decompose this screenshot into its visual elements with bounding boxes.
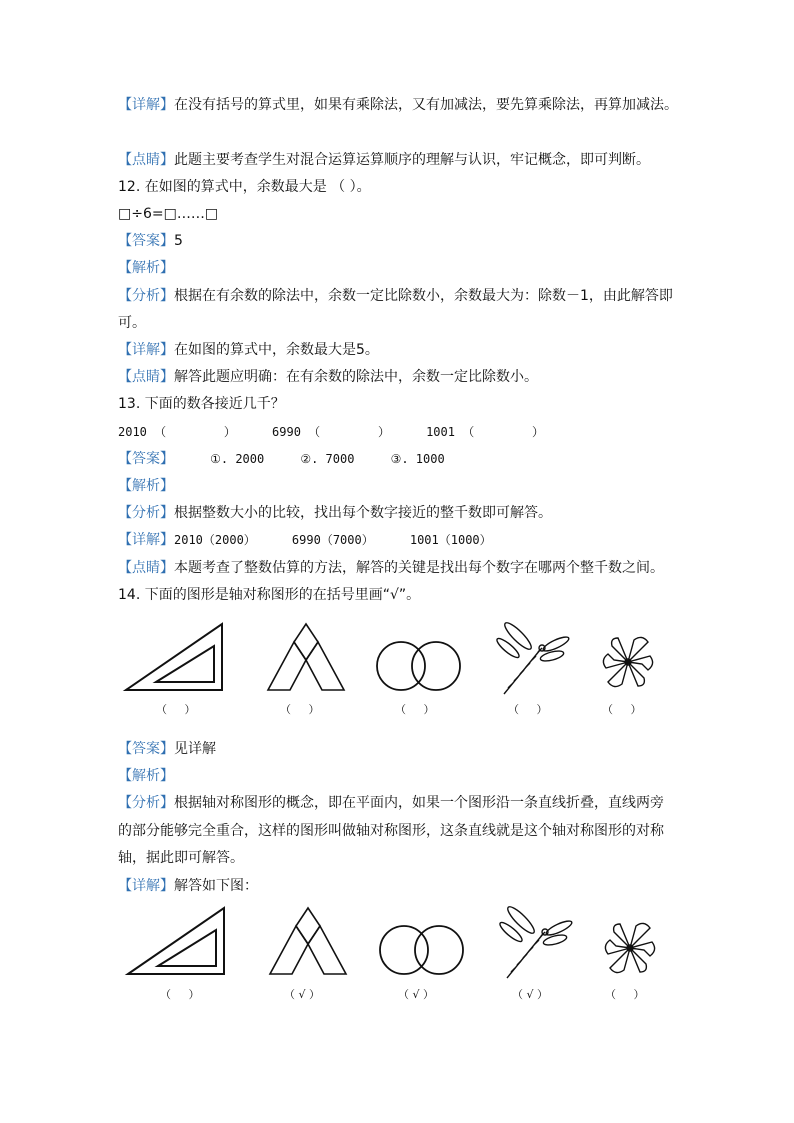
point-text: 此题主要考查学生对混合运算运算顺序的理解与认识，牢记概念，即可判断。 bbox=[174, 152, 650, 168]
analysis-14-cont-2: 轴，据此即可解答。 bbox=[118, 850, 244, 866]
answer-14 bbox=[118, 739, 216, 759]
point-text: 本题考查了整数估算的方法，解答的关键是找出每个数字在哪两个整千数之间。 bbox=[174, 560, 664, 576]
dragonfly-figure bbox=[495, 620, 571, 694]
blank-parenthesis: （ ） bbox=[602, 703, 642, 716]
pinwheel-figure bbox=[603, 637, 652, 686]
point-tag: 【点睛】 bbox=[118, 369, 174, 385]
kite-figure bbox=[268, 624, 344, 690]
point-13 bbox=[118, 558, 664, 578]
point-text: 解答此题应明确：在有余数的除法中，余数一定比除数小。 bbox=[174, 369, 538, 385]
detail-tag: 【详解】 bbox=[118, 342, 174, 358]
jiexi-13: 【解析】 bbox=[118, 478, 174, 494]
answer-text: ①. 2000 ②. 7000 ③. 1000 bbox=[174, 452, 445, 466]
answer-text: 见详解 bbox=[174, 741, 216, 757]
answer-text: 5 bbox=[174, 233, 183, 249]
detail-12 bbox=[118, 340, 379, 360]
detail-13 bbox=[118, 530, 492, 550]
point-11 bbox=[118, 150, 650, 170]
blank-parenthesis: （ ） bbox=[280, 703, 320, 716]
analysis-12 bbox=[118, 286, 673, 306]
analysis-text: 根据整数大小的比较，找出每个数字接近的整千数即可解答。 bbox=[174, 505, 552, 521]
two-circles-figure bbox=[380, 926, 463, 974]
point-tag: 【点睛】 bbox=[118, 152, 174, 168]
analysis-tag: 【分析】 bbox=[118, 795, 174, 811]
pinwheel-figure bbox=[605, 923, 654, 972]
answer-tag: 【答案】 bbox=[118, 741, 174, 757]
blank-parenthesis: （ ） bbox=[395, 703, 435, 716]
question-12: 12. 在如图的算式中，余数最大是 （ ）。 bbox=[118, 179, 371, 195]
answer-parenthesis: （ ） bbox=[605, 988, 645, 1001]
answer-parenthesis: （ √ ） bbox=[512, 988, 549, 1001]
detail-text: 在如图的算式中，余数最大是5。 bbox=[174, 342, 379, 358]
analysis-13 bbox=[118, 503, 552, 523]
blank-parenthesis: （ ） bbox=[156, 703, 196, 716]
analysis-text: 根据在有余数的除法中，余数一定比除数小，余数最大为：除数－1，由此解答即 bbox=[174, 288, 673, 304]
answer-tag: 【答案】 bbox=[118, 233, 174, 249]
analysis-tag: 【分析】 bbox=[118, 505, 174, 521]
answer-12 bbox=[118, 231, 183, 251]
question-13-numbers: 2010 （ ） 6990 （ ） 1001 （ ） bbox=[118, 425, 545, 439]
answer-tag: 【答案】 bbox=[118, 451, 174, 467]
analysis-text: 根据轴对称图形的概念，即在平面内，如果一个图形沿一条直线折叠，直线两旁 bbox=[174, 795, 664, 811]
point-12 bbox=[118, 367, 538, 387]
jiexi-14: 【解析】 bbox=[118, 768, 174, 784]
question-figures bbox=[118, 618, 678, 700]
dragonfly-figure bbox=[498, 904, 574, 978]
question-14: 14. 下面的图形是轴对称图形的在括号里画“√”。 bbox=[118, 587, 421, 603]
question-13: 13. 下面的数各接近几千？ bbox=[118, 396, 285, 412]
question-12-expression: □÷6=□……□ bbox=[118, 206, 219, 222]
analysis-14 bbox=[118, 793, 664, 813]
analysis-14-cont-1: 的部分能够完全重合，这样的图形叫做轴对称图形，这条直线就是这个轴对称图形的对称 bbox=[118, 823, 664, 839]
detail-text: 在没有括号的算式里，如果有乘除法，又有加减法，要先算乘除法，再算加减法。 bbox=[174, 97, 678, 113]
blank-parenthesis: （ ） bbox=[508, 703, 548, 716]
analysis-12-cont: 可。 bbox=[118, 315, 146, 331]
answer-parenthesis: （ √ ） bbox=[284, 988, 321, 1001]
triangle-ruler-figure bbox=[126, 624, 222, 690]
detail-text: 2010（2000） 6990（7000） 1001（1000） bbox=[174, 533, 492, 547]
analysis-tag: 【分析】 bbox=[118, 288, 174, 304]
kite-figure bbox=[270, 908, 346, 974]
detail-14 bbox=[118, 876, 258, 896]
two-circles-figure bbox=[377, 642, 460, 690]
detail-tag: 【详解】 bbox=[118, 878, 174, 894]
detail-tag: 【详解】 bbox=[118, 532, 174, 548]
answer-13 bbox=[118, 449, 445, 469]
answer-figures bbox=[118, 902, 678, 984]
answer-parenthesis: （ √ ） bbox=[398, 988, 435, 1001]
detail-11 bbox=[118, 95, 678, 115]
triangle-ruler-figure bbox=[128, 908, 224, 974]
answer-parenthesis: （ ） bbox=[160, 988, 200, 1001]
detail-text: 解答如下图： bbox=[174, 878, 258, 894]
jiexi-12: 【解析】 bbox=[118, 260, 174, 276]
point-tag: 【点睛】 bbox=[118, 560, 174, 576]
detail-tag: 【详解】 bbox=[118, 97, 174, 113]
